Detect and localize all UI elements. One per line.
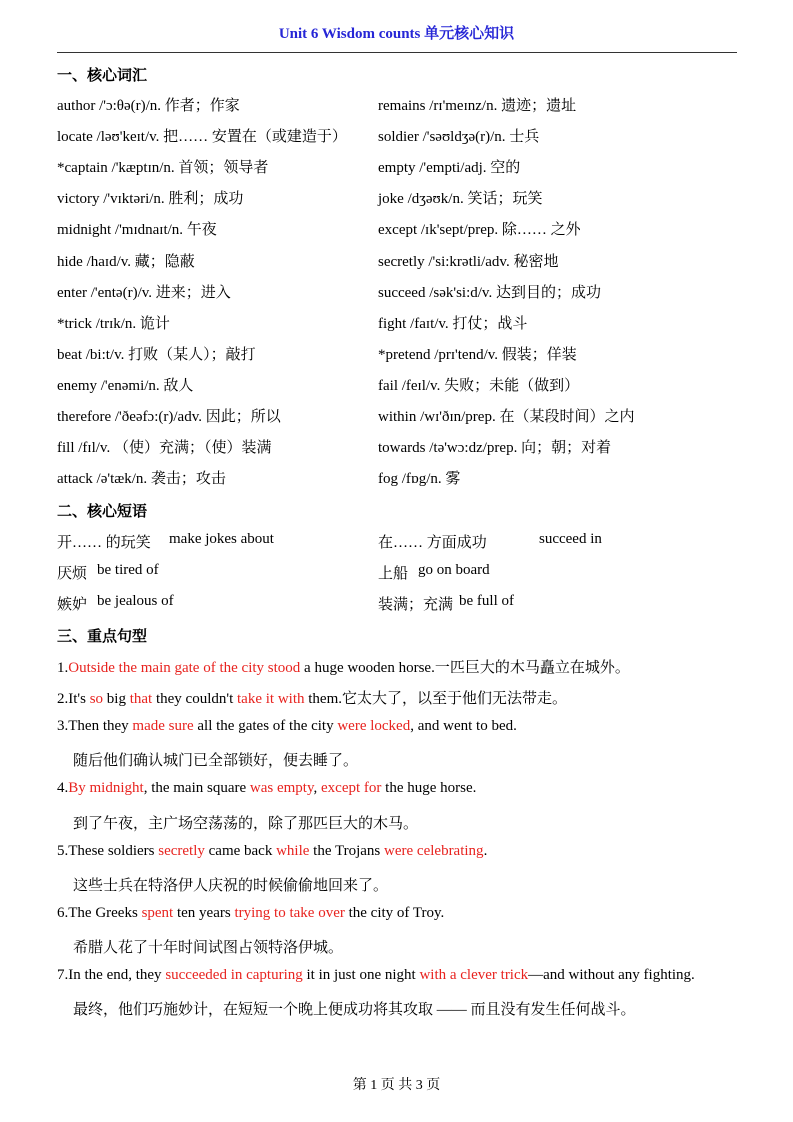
vocab-row	[57, 125, 747, 145]
phrase-meaning-left: 厌烦	[57, 566, 88, 583]
vocab-entry-left: attack /ə'tæk/n. 袭击；攻击	[57, 471, 226, 488]
vocab-entry-right: *pretend /prɪ'tend/v. 假装；佯装	[378, 346, 577, 363]
phrase-meaning-right: 上船	[378, 566, 409, 583]
phrase-english-left: be tired of	[97, 562, 159, 579]
vocab-entry-right: secretly /'si:krətli/adv. 秘密地	[378, 253, 559, 270]
highlighted-phrase: secretly	[158, 842, 205, 859]
sentence-translation: 这些士兵在特洛伊人庆祝的时候偷偷地回来了。	[73, 877, 389, 894]
vocab-entry-left: fill /fɪl/v. （使）充满；（使）装满	[57, 440, 272, 457]
highlighted-phrase: trying to take over	[234, 904, 345, 921]
highlighted-phrase: spent	[141, 904, 174, 921]
sentence-text: came back	[204, 842, 277, 859]
vocab-row	[57, 343, 747, 363]
vocab-entry-left: *trick /trɪk/n. 诡计	[57, 315, 170, 332]
sentence-translation: 到了午夜，主广场空荡荡的，除了那匹巨大的木马。	[73, 815, 419, 832]
highlighted-phrase: so	[89, 691, 104, 708]
sentence-text: .	[483, 842, 488, 859]
phrase-english-left: make jokes about	[169, 531, 274, 547]
sentence	[57, 687, 747, 708]
vocab-row	[57, 312, 747, 332]
vocab-entry-right: fight /faɪt/v. 打仗；战斗	[378, 315, 528, 332]
phrases-heading: 二、核心短语	[57, 504, 148, 520]
vocab-entry-left: victory /'vɪktəri/n. 胜利；成功	[57, 191, 244, 208]
sentence	[57, 718, 747, 735]
highlighted-phrase: made sure	[132, 718, 194, 735]
sentence-text: 6.The Greeks	[57, 904, 142, 921]
phrase-english-right: be full of	[459, 593, 514, 610]
vocab-entry-left: therefore /'ðeəfɔ:(r)/adv. 因此；所以	[57, 409, 281, 425]
phrase-row	[57, 593, 747, 613]
sentence-text: the city of Troy.	[344, 904, 445, 921]
phrase-english-right: succeed in	[539, 531, 602, 547]
vocab-entry-left: enter /'entə(r)/v. 进来；进入	[57, 284, 231, 301]
highlighted-phrase: Outside the main gate of the city stood	[68, 660, 301, 676]
vocab-entry-right: fail /feɪl/v. 失败；未能（做到）	[378, 377, 580, 394]
phrase-english-left: be jealous of	[97, 593, 174, 610]
sentence-translation: 最终，他们巧施妙计，在短短一个晚上便成功将其攻取 —— 而且没有发生任何战斗。	[73, 1002, 636, 1019]
vocab-entry-left: *captain /'kæptɪn/n. 首领；领导者	[57, 160, 269, 177]
phrase-english-right: go on board	[418, 562, 490, 579]
sentence-translation: 希腊人花了十年时间试图占领特洛伊城。	[73, 939, 344, 956]
sentence-text: 7.In the end, they	[57, 967, 166, 983]
vocab-heading: 一、核心词汇	[57, 68, 148, 84]
sentence-text: 1.	[57, 660, 69, 676]
vocab-entry-left: midnight /'mɪdnaɪt/n. 午夜	[57, 222, 217, 239]
phrase-meaning-left: 开…… 的玩笑	[57, 535, 151, 551]
sentence-text: , and went to bed.	[410, 718, 517, 735]
vocab-entry-right: succeed /sək'si:d/v. 达到目的；成功	[378, 284, 601, 301]
sentence-text: —and without any fighting.	[528, 967, 695, 983]
vocab-entry-right: fog /fɒg/n. 雾	[378, 471, 461, 488]
highlighted-phrase: with a clever trick	[419, 967, 529, 983]
sentence	[57, 780, 747, 797]
vocab-entry-right: remains /rɪ'meɪnz/n. 遗迹；遗址	[378, 98, 577, 114]
sentence-text: 3.Then they	[57, 718, 133, 735]
highlighted-phrase: succeeded in capturing	[165, 967, 303, 983]
sentence	[57, 905, 747, 922]
phrase-meaning-right: 装满；充满	[378, 597, 454, 614]
sentence-text: it in just one night	[302, 967, 420, 983]
vocab-row	[57, 405, 747, 425]
vocab-row	[57, 250, 747, 270]
highlighted-phrase: while	[276, 842, 310, 859]
vocab-entry-right: empty /'empti/adj. 空的	[378, 160, 521, 177]
vocab-entry-right: except /ɪk'sept/prep. 除…… 之外	[378, 222, 581, 239]
vocab-entry-left: beat /bi:t/v. 打败（某人）；敲打	[57, 346, 256, 363]
sentence-text: 4.	[57, 780, 69, 797]
vocab-row	[57, 218, 747, 238]
sentence-text: the huge horse.	[381, 780, 477, 797]
sentence-text: ,	[313, 780, 322, 797]
highlighted-phrase: were locked	[337, 718, 411, 735]
sentence-text: they couldn't	[152, 691, 237, 708]
page-footer: 第 1 页 共 3 页	[352, 1078, 441, 1093]
vocab-entry-right: soldier /'səʊldʒə(r)/n. 士兵	[378, 129, 540, 146]
phrase-row	[57, 531, 747, 551]
sentence	[57, 967, 747, 984]
vocab-row	[57, 436, 747, 456]
highlighted-phrase: By midnight	[68, 780, 144, 797]
vocab-entry-right: joke /dʒəʊk/n. 笑话；玩笑	[378, 191, 543, 208]
highlighted-phrase: was empty	[249, 780, 314, 797]
sentence-text: 2.It's	[57, 691, 90, 708]
vocab-row	[57, 156, 747, 176]
sentence-text: the Trojans	[309, 842, 385, 859]
sentence	[57, 843, 747, 860]
vocab-entry-right: towards /tə'wɔ:dz/prep. 向；朝；对着	[378, 440, 612, 457]
vocab-row	[57, 187, 747, 207]
vocab-entry-left: hide /haɪd/v. 藏；隐蔽	[57, 253, 195, 270]
vocab-row	[57, 374, 747, 394]
sentence-text: 5.These soldiers	[57, 842, 159, 859]
sentence-text: big	[103, 691, 130, 708]
sentence-text: them.它太大了，以至于他们无法带走。	[304, 691, 567, 708]
sentence-text: all the gates of the city	[193, 718, 338, 735]
title-divider	[57, 52, 737, 53]
phrase-meaning-left: 嫉妒	[57, 597, 88, 614]
highlighted-phrase: that	[129, 691, 153, 708]
vocab-entry-left: locate /ləʊ'keɪt/v. 把…… 安置在（或建造于）	[57, 129, 347, 146]
document-title: Unit 6 Wisdom counts 单元核心知识	[278, 26, 515, 42]
sentences-heading: 三、重点句型	[57, 629, 148, 645]
vocab-row	[57, 94, 747, 114]
sentence-text: ten years	[173, 904, 235, 921]
vocab-row	[57, 467, 747, 487]
sentence-translation: 随后他们确认城门已全部锁好，便去睡了。	[73, 753, 359, 770]
highlighted-phrase: were celebrating	[384, 842, 484, 859]
phrase-meaning-right: 在…… 方面成功	[378, 535, 487, 551]
sentence-text: a huge wooden horse.一匹巨大的木马矗立在城外。	[300, 660, 630, 676]
vocab-row	[57, 281, 747, 301]
sentence-text: , the main square	[143, 780, 250, 797]
phrase-row	[57, 562, 747, 582]
highlighted-phrase: except for	[321, 780, 382, 797]
sentence	[57, 656, 747, 677]
vocab-entry-right: within /wɪ'ðɪn/prep. 在（某段时间）之内	[378, 409, 635, 425]
vocab-entry-left: enemy /'enəmi/n. 敌人	[57, 377, 194, 394]
highlighted-phrase: take it with	[237, 691, 305, 708]
vocab-entry-left: author /'ɔ:θə(r)/n. 作者；作家	[57, 98, 240, 114]
